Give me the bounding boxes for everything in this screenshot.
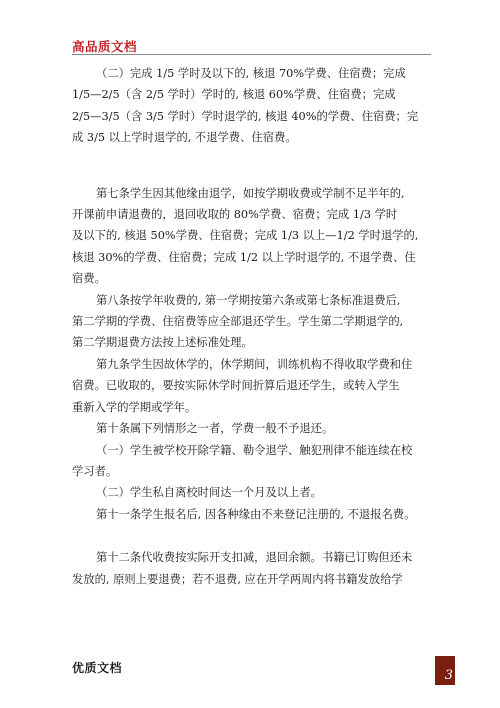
text-line: 第十二条代收费按实际开支扣减，退回余额。书籍已订购但还未 bbox=[96, 551, 413, 565]
text-line: （二）完成 1/5 学时及以下的, 核退 70%学费、住宿费；完成 bbox=[96, 67, 406, 80]
text-line: 第二学期退费方法按上述标准处理。 bbox=[72, 336, 253, 350]
paragraph-article-8 bbox=[72, 290, 434, 354]
text-line: 第十一条学生报名后, 因各种缘由不来登记注册的, 不退报名费。 bbox=[96, 507, 416, 521]
paragraph-article-11 bbox=[72, 504, 434, 525]
text-line: 核退 30%的学费、住宿费；完成 1/2 以上学时退学的, 不退学费、住 bbox=[72, 250, 416, 264]
paragraph-article-12 bbox=[72, 547, 434, 590]
text-line: 第九条学生因故休学的，休学期间，训练机构不得收取学费和住 bbox=[96, 357, 413, 371]
text-line: 2/5—3/5（含 3/5 学时）学时退学的, 核退 40%的学费、住宿费；完 bbox=[72, 109, 419, 123]
text-line: （二）学生私自离校时间达一个月及以上者。 bbox=[96, 486, 322, 500]
text-line: （一）学生被学校开除学籍、勒令退学、触犯刑律不能连续在校 bbox=[96, 443, 413, 457]
header-divider bbox=[72, 54, 431, 55]
paragraph-gap bbox=[72, 525, 434, 547]
paragraph-gap bbox=[72, 149, 434, 173]
paragraph-article-10 bbox=[72, 418, 434, 439]
text-line: 开课前申请退费的，退回收取的 80%学费、宿费；完成 1/3 学时 bbox=[72, 208, 398, 222]
text-line: 重新入学的学期或学年。 bbox=[72, 400, 197, 414]
footer-title: 优质文档 bbox=[72, 661, 123, 675]
text-line: 成 3/5 以上学时退学的, 不退学费、住宿费。 bbox=[72, 131, 297, 145]
text-line: 第十条属下列情形之一者，学费一般不予退还。 bbox=[96, 422, 334, 436]
paragraph-gap bbox=[72, 173, 434, 183]
text-line: 宿费。 bbox=[72, 272, 106, 286]
text-line: 第二学期的学费、住宿费等应全部退还学生。学生第二学期退学的, bbox=[72, 315, 404, 329]
header-title: 高品质文档 bbox=[72, 39, 138, 54]
paragraph-item-2-withdrawal bbox=[72, 63, 434, 149]
paragraph-article-10-item-1 bbox=[72, 440, 434, 483]
text-line: 第八条按学年收费的, 第一学期按第六条或第七条标准退费后, bbox=[96, 293, 401, 307]
text-line: 发放的, 原则上要退费；若不退费, 应在开学两周内将书籍发放给学 bbox=[72, 572, 403, 586]
page-number-badge bbox=[435, 656, 455, 685]
document-body bbox=[72, 63, 434, 590]
text-line: 第七条学生因其他缘由退学，如按学期收费或学制不足半年的, bbox=[96, 186, 405, 200]
paragraph-article-10-item-2 bbox=[72, 482, 434, 503]
text-line: 1/5—2/5（含 2/5 学时）学时的, 核退 60%学费、住宿费；完成 bbox=[72, 88, 396, 102]
page-number: 3 bbox=[444, 668, 453, 683]
text-line: 及以下的, 核退 50%学费、住宿费；完成 1/3 以上—1/2 学时退学的, bbox=[72, 229, 419, 243]
text-line: 学习者。 bbox=[72, 464, 118, 478]
paragraph-article-7 bbox=[72, 183, 434, 290]
paragraph-article-9 bbox=[72, 354, 434, 418]
text-line: 宿费。已收取的，要按实际休学时间折算后退还学生，或转入学生 bbox=[72, 379, 400, 393]
